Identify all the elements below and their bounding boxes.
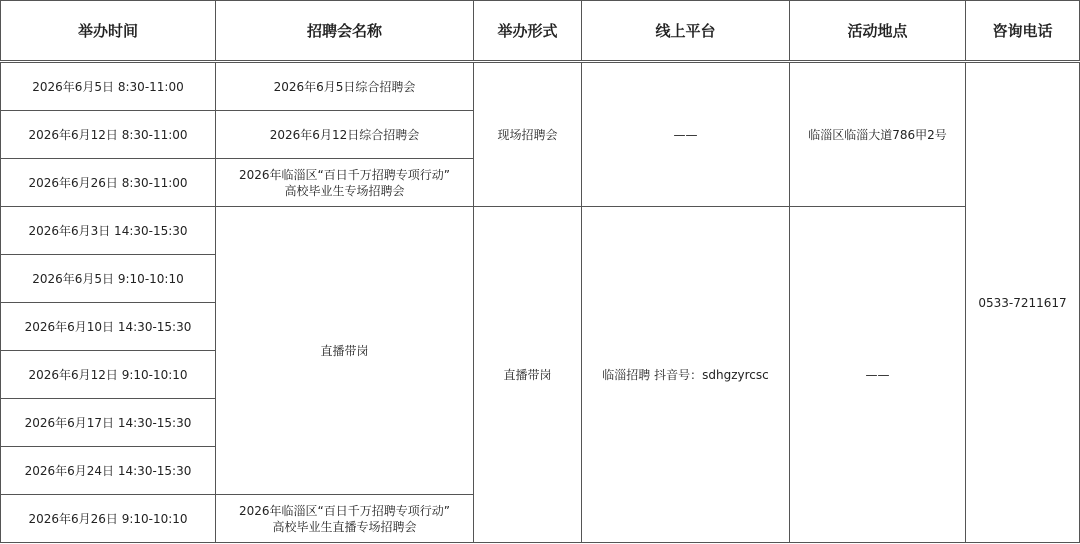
table-row (1, 62, 1080, 111)
table-row (1, 207, 1080, 255)
format-cell-live: 直播带岗 (474, 207, 582, 543)
time-cell: 2026年6月12日 9:10-10:10 (1, 351, 216, 399)
location-cell-onsite: 临淄区临淄大道786甲2号 (790, 62, 966, 207)
name-line: 高校毕业生直播专场招聘会 (272, 519, 417, 534)
header-format: 举办形式 (474, 1, 582, 62)
time-cell: 2026年6月12日 8:30-11:00 (1, 111, 216, 159)
time-cell: 2026年6月24日 14:30-15:30 (1, 447, 216, 495)
name-cell (216, 495, 474, 543)
name-cell (216, 159, 474, 207)
header-platform: 线上平台 (582, 1, 790, 62)
platform-cell-live: 临淄招聘 抖音号：sdhgzyrcsc (582, 207, 790, 543)
time-cell: 2026年6月26日 9:10-10:10 (1, 495, 216, 543)
name-cell-live-group: 直播带岗 (216, 207, 474, 495)
name-line: 高校毕业生专场招聘会 (284, 183, 405, 198)
header-location: 活动地点 (790, 1, 966, 62)
name-cell: 2026年6月12日综合招聘会 (216, 111, 474, 159)
time-cell: 2026年6月26日 8:30-11:00 (1, 159, 216, 207)
header-row (1, 1, 1080, 62)
time-cell: 2026年6月17日 14:30-15:30 (1, 399, 216, 447)
name-cell: 2026年6月5日综合招聘会 (216, 62, 474, 111)
platform-cell-onsite: —— (582, 62, 790, 207)
time-cell: 2026年6月5日 9:10-10:10 (1, 255, 216, 303)
header-name: 招聘会名称 (216, 1, 474, 62)
time-cell: 2026年6月10日 14:30-15:30 (1, 303, 216, 351)
phone-cell: 0533-7211617 (966, 62, 1080, 543)
name-line: 2026年临淄区“百日千万招聘专项行动” (239, 167, 450, 182)
header-time: 举办时间 (1, 1, 216, 62)
header-phone: 咨询电话 (966, 1, 1080, 62)
format-cell-onsite: 现场招聘会 (474, 62, 582, 207)
name-line: 2026年临淄区“百日千万招聘专项行动” (239, 503, 450, 518)
location-cell-live: —— (790, 207, 966, 543)
time-cell: 2026年6月3日 14:30-15:30 (1, 207, 216, 255)
time-cell: 2026年6月5日 8:30-11:00 (1, 62, 216, 111)
